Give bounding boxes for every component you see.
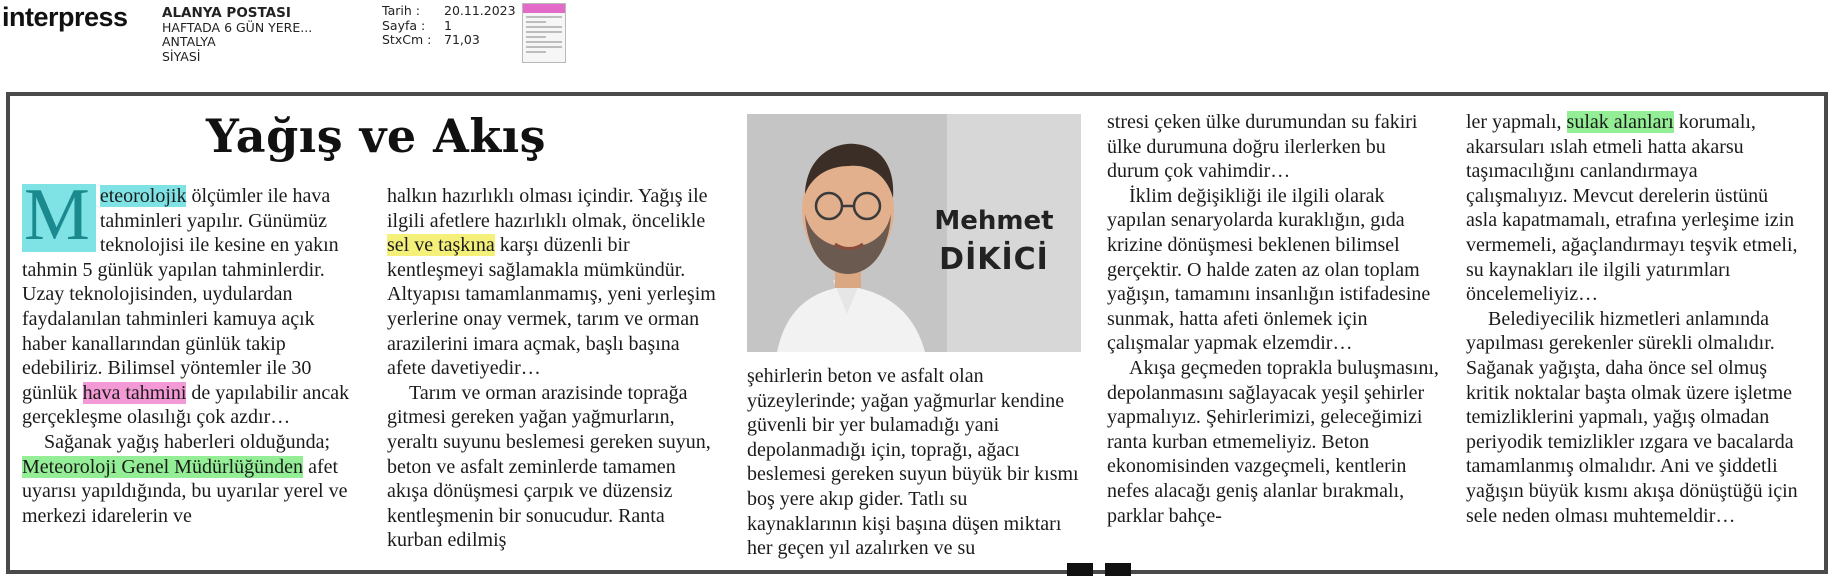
paragraph: stresi çeken ülke durumundan su fakiri ülke durumuna doğru ilerlerken bu durum çok vahimdir… xyxy=(1107,111,1418,183)
highlight-term: Meteoroloji Genel Müdürlüğünden xyxy=(22,455,304,478)
paragraph: Belediyecilik hizmetleri anlamında yapılması gerekenler sürekli olmalıdır. Sağanak yağışta, daha önce sel olmuş kritik noktalar başta olmak üzere işletme temizliklerini yapmalı, yağış olmadan periyodik temizlikler ızgara ve bacalarda tamamlanmış olmalıdır. Ani ve şiddetli yağışın büyük kısmı akışa dönüştüğü için sele neden olması muhtemeldir… xyxy=(1466,307,1798,527)
highlight-term: hava tahmini xyxy=(82,381,187,404)
author-photo xyxy=(747,114,1081,352)
page-thumbnail[interactable] xyxy=(522,3,566,63)
paragraph: İklim değişikliği ile ilgili olarak yapılan senaryolarda kuraklığın, gıda krizine dönüşmesi beklenen bilimsel gerçektir. O halde zaten az olan toplam yağışın, tamamını insanlığın istifadesine sunmak, hatta afeti önlemek için çalışmalar yapmak elzemdir… xyxy=(1107,184,1431,355)
crop-mark xyxy=(1067,563,1093,576)
stxcm-label: StxCm : xyxy=(382,32,432,48)
article-column-2 xyxy=(387,184,720,553)
paragraph: Tarım ve orman arazisinde toprağa gitmesi gereken yağan yağmurların, yeraltı suyunu beslemesi gereken suyun, beton ve asfalt zeminlerde tamamen akışa dönüşmesi çarpık ve düzensiz kentleşmenin bir sonucudur. Ranta kurban edilmiş xyxy=(387,381,711,552)
page-label: Sayfa : xyxy=(382,17,426,33)
publication-info xyxy=(162,6,312,64)
author-last-name: DİKİCİ xyxy=(939,242,1049,277)
crop-mark xyxy=(1105,563,1131,576)
article-column-3 xyxy=(747,364,1081,561)
highlight-term: sel ve taşkına xyxy=(387,234,495,257)
date-label: Tarih : xyxy=(382,3,420,18)
paragraph: halkın hazırlıklı olması içindir. Yağış ile ilgili afetlere hazırlıklı olmak, öncelikle sel ve taşkına karşı düzenli bir kentleşmeyi sağlamakla mümkündür. Altyapısı tamamlanmamış, yeni yerleşim yerlerine onay vermek, tarım ve orman arazilerini imara açmak, başlı başına afete davetiyedir… xyxy=(387,185,716,380)
page-value: 1 xyxy=(444,17,452,33)
paragraph: M eteorolojik ölçümler ile hava tahminleri yapılır. Günümüz teknolojisi ile kesine en yakın tahmin 5 günlük yapılan tahminlerdir. Uzay teknolojisinden, uydulardan faydalanılan tahminleri kamuya açık haber kanallarından günlük takip edebiliriz. Bilimsel yöntemler ile 30 günlük hava tahmini de yapılabilir ancak gerçekleşme olasılığı çok azdır… xyxy=(22,174,350,429)
interpress-logo: interpress xyxy=(2,2,128,32)
article-column-5 xyxy=(1466,110,1800,528)
publication-category: SİYASİ xyxy=(162,48,201,64)
article-column-1 xyxy=(22,174,355,528)
date-value: 20.11.2023 xyxy=(444,3,516,18)
publication-city: ANTALYA xyxy=(162,34,216,50)
paragraph: Sağanak yağış haberleri olduğunda; Meteoroloji Genel Müdürlüğünden afet uyarısı yapıldığında, bu uyarılar yerel ve merkezi idarelerin ve xyxy=(22,430,348,527)
publication-name: ALANYA POSTASI xyxy=(162,5,291,21)
paragraph: şehirlerin beton ve asfalt olan yüzeylerinde; yağan yağmurlar kendine güvenli bir yer bulamadığı yani depolanmadığı için, toprağı, ağacı beslemesi gereken suyun büyük bir kısmı boş yere akıp gider. Tatlı su kaynaklarının kişi başına düşen miktarı her geçen yıl azalırken ve su xyxy=(747,365,1079,560)
publication-frequency: HAFTADA 6 GÜN YERE... xyxy=(162,19,313,35)
stxcm-value: 71,03 xyxy=(444,32,480,48)
author-portrait-icon xyxy=(747,114,947,352)
paragraph: ler yapmalı, sulak alanları korumalı, akarsuları ıslah etmeli hatta akarsu taşımacılığını canlandırmaya çalışmalıyız. Mevcut derelerin üstünü asla kapatmamalı, etrafına yerleşime izin vermemeli, ağaçlandırmayı teşvik etmeli, su kaynakları ile ilgili yatırımları öncelemeliyiz… xyxy=(1466,111,1798,306)
paragraph: Akışa geçmeden toprakla buluşmasını, depolanmasını sağlayacak yeşil şehirler yapmalıyız. Şehirlerimizi, geleceğimizi ranta kurban etmemeliyiz. Beton ekonomisinden vazgeçmeli, kentlerin nefes alacağı geniş alanlar bırakmalı, parklar bahçe- xyxy=(1107,356,1439,527)
article-title: Yağış ve Akış xyxy=(206,109,547,163)
article-column-4 xyxy=(1107,110,1440,528)
author-first-name: Mehmet xyxy=(934,206,1054,236)
highlight-term: sulak alanları xyxy=(1566,111,1674,133)
clipping-info xyxy=(382,4,516,48)
highlight-term: eteorolojik xyxy=(99,185,187,207)
drop-cap: M xyxy=(22,184,96,252)
